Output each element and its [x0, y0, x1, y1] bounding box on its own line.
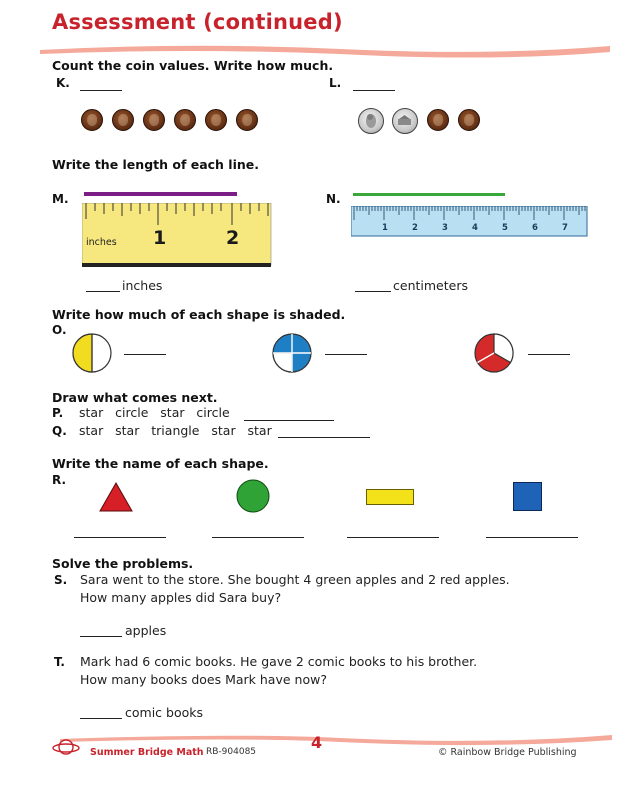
length-heading: Write the length of each line. — [52, 157, 260, 172]
problem-t-line1: Mark had 6 comic books. He gave 2 comic books to his brother. — [80, 654, 478, 669]
cm-ruler-labels — [351, 223, 589, 235]
penny-icon — [81, 109, 103, 131]
footer-swoosh — [40, 731, 612, 747]
letter-m: M. — [52, 192, 69, 206]
cm-tick-label: 2 — [412, 223, 418, 233]
answer-unit-n: centimeters — [393, 278, 468, 293]
quarter-shaded-circle — [270, 332, 314, 374]
purple-line — [84, 192, 237, 196]
answer-blank-l[interactable] — [353, 90, 395, 91]
green-circle — [235, 478, 271, 514]
answer-unit-m: inches — [122, 278, 163, 293]
cm-tick-label: 4 — [472, 223, 478, 233]
problem-s-line1: Sara went to the store. She bought 4 green apples and 2 red apples. — [80, 572, 510, 587]
cm-tick-label: 5 — [502, 223, 508, 233]
footer-brand: Summer Bridge Math — [90, 747, 204, 758]
problem-t-line2: How many books does Mark have now? — [80, 672, 327, 687]
nickel-icon — [358, 108, 384, 134]
answer-blank-k[interactable] — [80, 90, 122, 91]
blue-square — [513, 482, 542, 511]
answer-unit-s: apples — [125, 623, 167, 638]
letter-l: L. — [329, 76, 342, 90]
answer-blank-s[interactable] — [80, 636, 122, 637]
planet-logo-icon — [52, 736, 80, 758]
penny-icon — [174, 109, 196, 131]
green-line — [353, 193, 505, 196]
answer-unit-t: comic books — [125, 705, 203, 720]
penny-icon — [205, 109, 227, 131]
answer-blank-m[interactable] — [86, 291, 120, 292]
penny-icon — [143, 109, 165, 131]
answer-blank-n[interactable] — [355, 291, 391, 292]
shaded-heading: Write how much of each shape is shaded. — [52, 307, 346, 322]
answer-blank-p[interactable] — [244, 420, 334, 421]
letter-o: O. — [52, 323, 67, 337]
page-number: 4 — [311, 733, 323, 752]
answer-blank-o3[interactable] — [528, 354, 570, 355]
cm-tick-label: 7 — [562, 223, 568, 233]
answer-blank-t[interactable] — [80, 718, 122, 719]
ruler-tick-label: 1 — [153, 227, 167, 249]
answer-blank-r1[interactable] — [74, 537, 166, 538]
penny-icon — [458, 109, 480, 131]
yellow-rectangle — [366, 489, 414, 505]
problem-s-line2: How many apples did Sara buy? — [80, 590, 282, 605]
pattern-p-words: star circle star circle — [79, 405, 230, 420]
answer-blank-q[interactable] — [278, 437, 370, 438]
red-triangle — [98, 481, 134, 513]
penny-icon — [236, 109, 258, 131]
footer-code: RB-904085 — [206, 747, 257, 757]
half-shaded-circle — [70, 332, 114, 374]
cm-tick-label: 1 — [382, 223, 388, 233]
letter-q: Q. — [52, 424, 67, 438]
shape-names-heading: Write the name of each shape. — [52, 456, 269, 471]
penny-icon — [112, 109, 134, 131]
answer-blank-r4[interactable] — [486, 537, 578, 538]
inch-ruler — [82, 203, 273, 269]
problems-heading: Solve the problems. — [52, 556, 194, 571]
coins-heading: Count the coin values. Write how much. — [52, 58, 334, 73]
page-title: Assessment (continued) — [52, 10, 343, 34]
footer-publisher: © Rainbow Bridge Publishing — [438, 747, 577, 758]
letter-t: T. — [54, 655, 65, 669]
third-shaded-circle — [472, 332, 516, 374]
nickel-icon — [392, 108, 418, 134]
ruler-tick-label: 2 — [226, 227, 240, 249]
answer-blank-r2[interactable] — [212, 537, 304, 538]
answer-blank-o1[interactable] — [124, 354, 166, 355]
letter-k: K. — [56, 76, 70, 90]
answer-blank-o2[interactable] — [325, 354, 367, 355]
patterns-heading: Draw what comes next. — [52, 390, 218, 405]
cm-tick-label: 3 — [442, 223, 448, 233]
letter-p: P. — [52, 406, 64, 420]
penny-icon — [427, 109, 449, 131]
cm-tick-label: 6 — [532, 223, 538, 233]
letter-n: N. — [326, 192, 341, 206]
ruler-unit-label: inches — [86, 237, 117, 248]
letter-s: S. — [54, 573, 68, 587]
pattern-q-words: star star triangle star star — [79, 423, 272, 438]
answer-blank-r3[interactable] — [347, 537, 439, 538]
letter-r: R. — [52, 473, 67, 487]
